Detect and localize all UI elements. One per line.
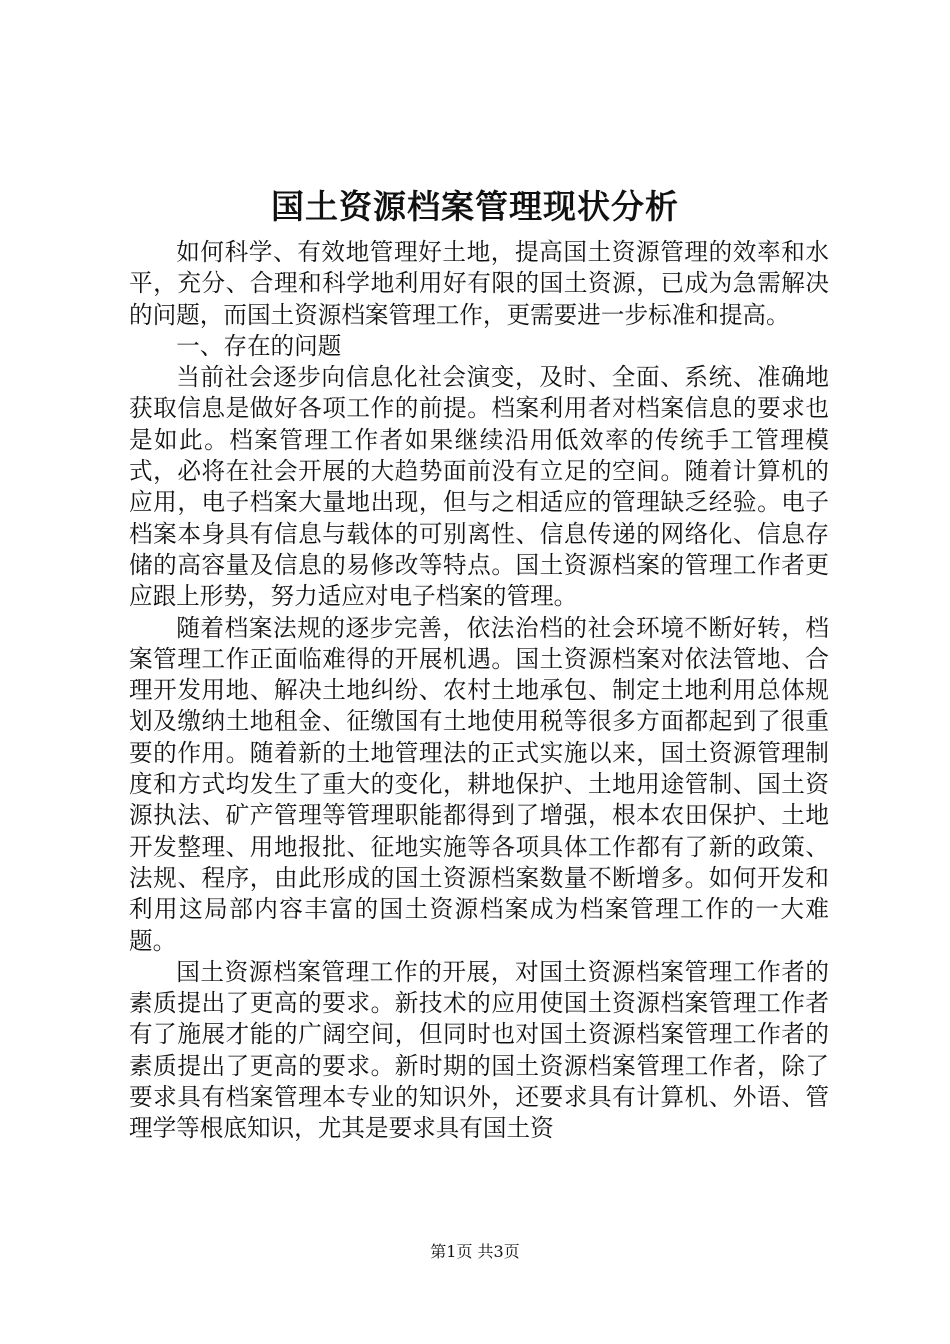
page-footer: 第1页 共3页	[430, 1242, 520, 1261]
paragraph-intro: 如何科学、有效地管理好土地，提高国土资源管理的效率和水平，充分、合理和科学地利用好有限的国土资源，已成为急需解决的问题，而国土资源档案管理工作，更需要进一步标准和提高。	[129, 238, 829, 329]
section-heading-problems: 一、存在的问题	[176, 331, 342, 360]
document-body	[129, 237, 829, 1145]
document-title: 国土资源档案管理现状分析	[271, 187, 679, 226]
paragraph-regulations: 随着档案法规的逐步完善，依法治档的社会环境不断好转，档案管理工作正面临难得的开展机遇。国土资源档案对依法管地、合理开发用地、解决土地纠纷、农村土地承包、制定土地利用总体规划及缴纳土地租金、征缴国有土地使用税等很多方面都起到了很重要的作用。随着新的土地管理法的正式实施以来，国土资源管理制度和方式均发生了重大的变化，耕地保护、土地用途管制、国土资源执法、矿产管理等管理职能都得到了增强，根本农田保护、土地开发整理、用地报批、征地实施等各项具体工作都有了新的政策、法规、程序，由此形成的国土资源档案数量不断增多。如何开发和利用这局部内容丰富的国土资源档案成为档案管理工作的一大难题。	[129, 613, 829, 955]
paragraph-informatization: 当前社会逐步向信息化社会演变，及时、全面、系统、准确地获取信息是做好各项工作的前提。档案利用者对档案信息的要求也是如此。档案管理工作者如果继续沿用低效率的传统手工管理模式，必将在社会开展的大趋势面前没有立足的空间。随着计算机的应用，电子档案大量地出现，但与之相适应的管理缺乏经验。电子档案本身具有信息与载体的可别离性、信息传递的网络化、信息存储的高容量及信息的易修改等特点。国土资源档案的管理工作者更应跟上形势，努力适应对电子档案的管理。	[129, 363, 829, 611]
paragraph-staff-quality: 国土资源档案管理工作的开展，对国土资源档案管理工作者的素质提出了更高的要求。新技术的应用使国土资源档案管理工作者有了施展才能的广阔空间，但同时也对国土资源档案管理工作者的素质提出了更高的要求。新时期的国土资源档案管理工作者，除了要求具有档案管理本专业的知识外，还要求具有计算机、外语、管理学等根底知识，尤其是要求具有国土资	[129, 957, 829, 1143]
